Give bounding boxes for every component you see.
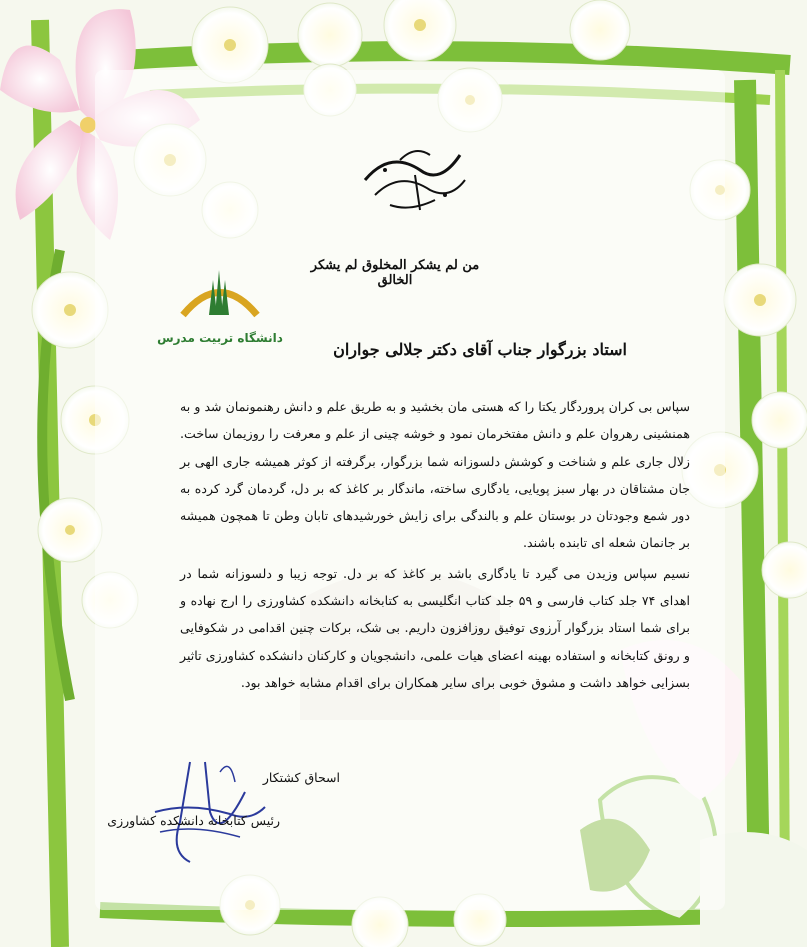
letter-heading: استاد بزرگوار جناب آقای دکتر جلالی جواران: [333, 340, 627, 359]
verse-quote: من لم یشکر المخلوق لم یشکر الخالق: [310, 258, 480, 288]
letter-body: [180, 393, 690, 696]
logo-wordmark: دانشگاه تربیت مدرس: [157, 331, 283, 345]
bismillah-calligraphy: [360, 140, 470, 215]
paragraph-2: نسیم سپاس وزیدن می گیرد تا یادگاری باشد بر کاغذ که بر دل. توجه زیبا و دلسوزانه شما در اهدای ۷۴ جلد کتاب فارسی و ۵۹ جلد کتاب انگلیسی به کتابخانه دانشکده کشاورزی را ارج نهاده و برای شما استاد بزرگوار آرزوی توفیق روزافزون داریم. بی شک، برکات چنین اقدامی در شکوفایی و رونق کتابخانه و استفاده بهینه اعضای هیات علمی، دانشجویان و کارکنان دانشکده کشاورزی تاثیر بسزایی خواهد داشت و مشوق خوبی برای سایر همکاران برای اقدام مشابه خواهد بود.: [180, 565, 690, 690]
signer-title: رئیس کتابخانه دانشکده کشاورزی: [107, 813, 280, 828]
paragraph-1: سپاس بی کران پروردگار یکتا را که هستی مان بخشید و به طریق علم و دانش رهنمونمان شد و به همنشینی رهروان علم و دانش مفتخرمان نمود و خوشه چینی از علم و معرفت را روزیمان ساخت. زلال جاری علم و شناخت و کوشش دلسوزانه شما بزرگوار، برگرفته از کوثر همیشه جاری الهی بر جان مشتاقان در بهار سبز پویایی، یادگاری ساخته، ماندگار بر کاغذ که بر دل، گردمان گرد کرده به دور شمع وجودتان در بوستان علم و بالندگی برای زایش خورشیدهای تابان وطن تا همچون همیشه بر جانمان شعله ای تابنده باشند.: [180, 399, 691, 551]
signature-block: [107, 770, 340, 856]
signer-name: اسحاق کشتکار: [262, 770, 340, 785]
